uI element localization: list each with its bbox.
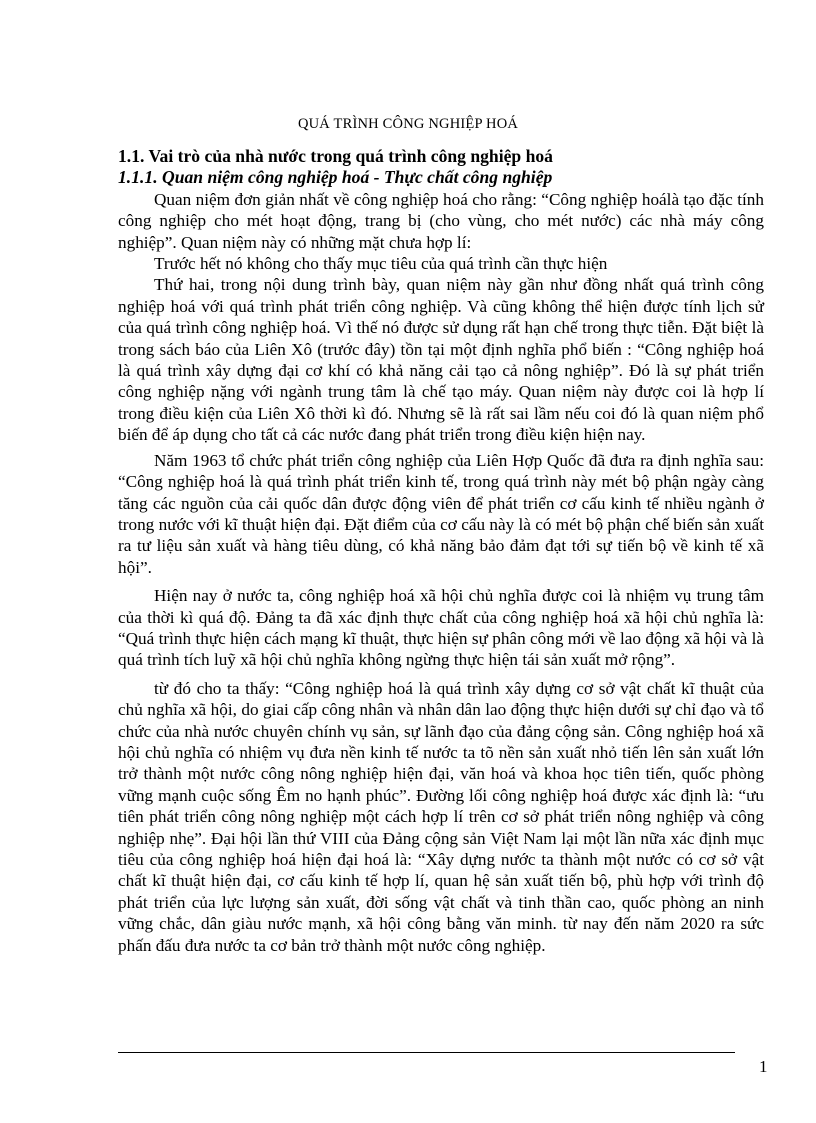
paragraph-4: Năm 1963 tổ chức phát triển công nghiệp của Liên Hợp Quốc đã đưa ra định nghĩa sau: “Công nghiệp hoá là quá trình phát triển kinh tế, trong quá trình này mét bộ phận ngày càng tăng các nguồn của cải quốc dân được động viên để phát triển cơ cấu kinh tế nhiều ngành ở trong nước với kĩ thuật hiện đại. Đặt điểm của cơ cấu này là có mét bộ phận chế biến sản xuất ra tư liệu sản xuất và hàng tiêu dùng, có khả năng bảo đảm đạt tới sự tiến bộ về kinh tế xã hội”. (118, 450, 764, 577)
paragraph-3: Thứ hai, trong nội dung trình bày, quan niệm này gần như đồng nhất quá trình công nghiệp hoá với quá trình phát triển công nghiệp. Và cũng không thể hiện được tính lịch sử của quá trình công nghiệp hoá. Vì thế nó được sử dụng rất hạn chế trong thực tiễn. Đặt biệt là trong sách báo của Liên Xô (trước đây) tồn tại một định nghĩa phổ biến : “Công nghiệp hoá là quá trình xây dựng đại cơ khí có khả năng cải tạo cả nông nghiệp”. Đó là sự phát triển công nghiệp nặng với ngành trung tâm là chế tạo máy. Quan niệm này được coi là hợp lí trong điều kiện của Liên Xô thời kì đó. Nhưng sẽ là rất sai lầm nếu coi đó là quan niệm phổ biến để áp dụng cho tất cả các nước đang phát triển trong điều kiện hiện nay. (118, 275, 764, 445)
paragraph-5: Hiện nay ở nước ta, công nghiệp hoá xã hội chủ nghĩa được coi là nhiệm vụ trung tâm của thời kì quá độ. Đảng ta đã xác định thực chất của công nghiệp hoá xã hội chủ nghĩa là: “Quá trình thực hiện cách mạng kĩ thuật, thực hiện sự phân công mới về lao động xã hội và là quá trình tích luỹ xã hội chủ nghĩa không ngừng thực hiện tái sản xuất mở rộng”. (118, 586, 764, 670)
paragraph-1: Quan niệm đơn giản nhất về công nghiệp hoá cho rằng: “Công nghiệp hoálà tạo đặc tính công nghiệp cho mét hoạt động, trang bị (cho vùng, cho mét nước) các nhà máy công nghiệp”. Quan niệm này có những mặt chưa hợp lí: (118, 189, 764, 252)
section-heading: 1.1. Vai trò của nhà nước trong quá trình công nghiệp hoá (118, 146, 553, 166)
footer-divider (118, 1052, 735, 1053)
paragraph-2: Trước hết nó không cho thấy mục tiêu của quá trình cần thực hiện (154, 254, 608, 274)
document-body (118, 146, 764, 956)
paragraph-6: từ đó cho ta thấy: “Công nghiệp hoá là quá trình xây dựng cơ sở vật chất kĩ thuật của chủ nghĩa xã hội, do giai cấp công nhân và nhân dân lao động thực hiện dưới sự chỉ đạo và tổ chức của nhà nước chuyên chính vụ sản, sự lãnh đạo của đảng cộng sản. Công nghiệp hoá xã hội chủ nghĩa có nhiệm vụ đưa nền kinh tế nước ta tõ nền sản xuất nhỏ tiến lên sản xuất lớn trở thành một nước công nông nghiệp hiện đại, văn hoá và khoa học tiên tiến, quốc phòng vững mạnh cuộc sống Êm no hạnh phúc”. Đường lối công nghiệp hoá được xác định là: “ưu tiên phát triển công nông nghiệp một cách hợp lí trên cơ sở phát triển nông nghiệp và công nghiệp nhẹ”. Đại hội lần thứ VIII của Đảng cộng sản Việt Nam lại một lần nữa xác định mục tiêu của công nghiệp hoá hiện đại hoá là: “Xây dựng nước ta thành một nước có cơ sở vật chất kĩ thuật hiện đại, cơ cấu kinh tế hợp lí, quan hệ sản xuất tiến bộ, phù hợp với trình độ phát triển của lực lượng sản xuất, đời sống vật chất và tinh thần cao, quốc phòng an ninh vững chắc, dân giàu nước mạnh, xã hội công bằng văn minh. từ nay đến năm 2020 ra sức phấn đấu đưa nước ta cơ bản trở thành một nước công nghiệp. (118, 678, 764, 955)
page-number: 1 (759, 1057, 768, 1076)
subsection-heading: 1.1.1. Quan niệm công nghiệp hoá - Thực chất công nghiệp (118, 167, 553, 188)
page-title: QUÁ TRÌNH CÔNG NGHIỆP HOÁ (297, 116, 519, 132)
